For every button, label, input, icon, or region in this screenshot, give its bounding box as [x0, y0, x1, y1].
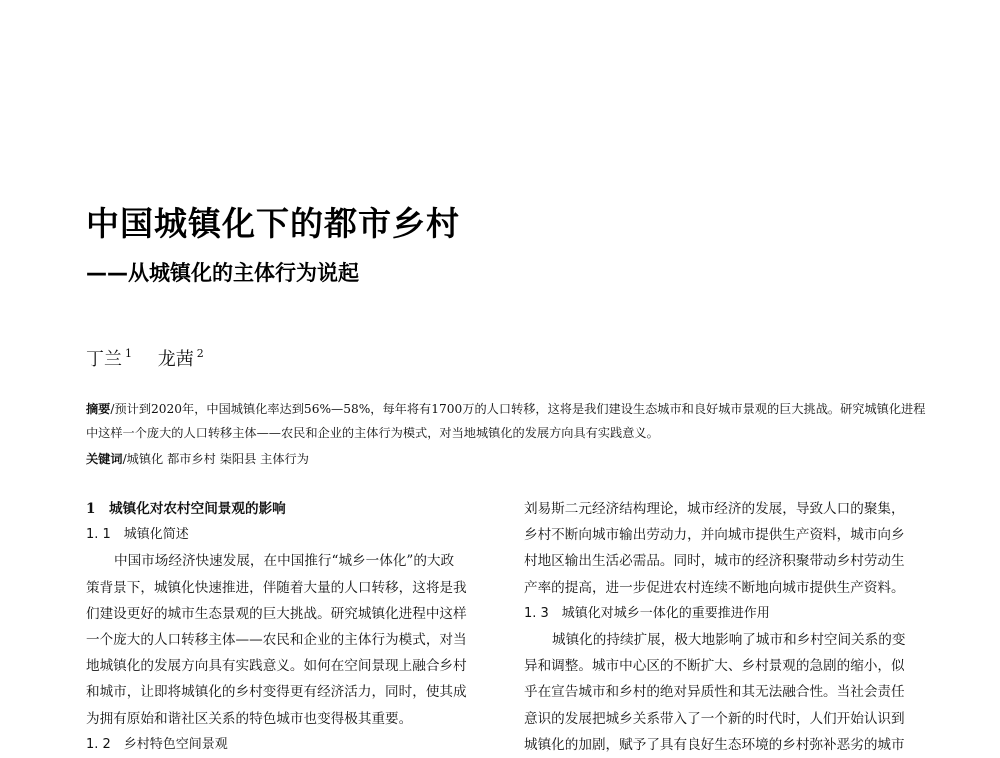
paper-subtitle: ——从城镇化的主体行为说起: [86, 261, 359, 285]
body-line: 异和调整。城市中心区的不断扩大、乡村景观的急剧的缩小，似: [524, 658, 905, 675]
body-line: 意识的发展把城乡关系带入了一个新的时代时，人们开始认识到: [524, 710, 905, 727]
abstract-label: 摘要: [86, 402, 111, 416]
section-heading-1: 1 城镇化对农村空间景观的影响: [86, 501, 286, 517]
body-line: 中国市场经济快速发展，在中国推行“城乡一体化”的大政: [114, 553, 455, 570]
abstract-text: /预计到2020年，中国城镇化率达到56%—58%，每年将有1700万的人口转移，这将是我们建设生态城市和良好城市景观的巨大挑战。研究城镇化进程中这样一个庞大的人口转移主体——农民和企业的主体行为模式，对当地城镇化的发展方向具有实践意义。: [86, 402, 926, 440]
author-1: [86, 349, 132, 370]
subsection-heading-1-3: 1. 3 城镇化对城乡一体化的重要推进作用: [524, 605, 770, 621]
body-line: 一个庞大的人口转移主体——农民和企业的主体行为模式，对当: [86, 631, 467, 648]
body-line: 策背景下，城镇化快速推进，伴随着大量的人口转移，这将是我: [86, 579, 467, 596]
paper-title: 中国城镇化下的都市乡村: [86, 204, 460, 243]
body-line: 们建设更好的城市生态景观的巨大挑战。研究城镇化进程中这样: [86, 605, 467, 622]
body-line: 乡村不断向城市输出劳动力，并向城市提供生产资料，城市向乡: [524, 527, 905, 544]
subsection-heading-1-2: 1. 2 乡村特色空间景观: [86, 736, 228, 752]
author-affiliation-mark: 1: [125, 347, 132, 360]
author-list: [86, 345, 224, 371]
body-line: 产率的提高，进一步促进农村连续不断地向城市提供生产资料。: [524, 579, 905, 596]
author-name: 龙茜: [157, 349, 194, 370]
abstract: [86, 397, 928, 445]
keywords: [86, 450, 309, 467]
body-line: 乎在宣告城市和乡村的绝对异质性和其无法融合性。当社会责任: [524, 684, 905, 701]
body-line: 地城镇化的发展方向具有实践意义。如何在空间景现上融合乡村: [86, 658, 467, 675]
author-affiliation-mark: 2: [196, 347, 204, 360]
body-line: 城镇化的加剧，赋予了具有良好生态环境的乡村弥补恶劣的城市: [524, 736, 905, 753]
keywords-text: /城镇化 都市乡村 柒阳县 主体行为: [122, 452, 309, 466]
body-line: 为拥有原始和谐社区关系的特色城市也变得极其重要。: [86, 710, 413, 727]
body-line: 村地区输出生活必需品。同时，城市的经济积聚带动乡村劳动生: [524, 553, 905, 570]
author-2: [158, 349, 204, 370]
keywords-label: 关键词: [86, 452, 123, 466]
subsection-heading-1-1: 1. 1 城镇化简述: [86, 527, 189, 543]
author-name: 丁兰: [86, 349, 122, 370]
body-line: 城镇化的持续扩展，极大地影响了城市和乡村空间关系的变: [552, 631, 906, 648]
body-line: 和城市，让即将城镇化的乡村变得更有经济活力，同时，使其成: [86, 684, 467, 701]
body-column-right: [524, 496, 928, 758]
body-column-left: [86, 496, 491, 758]
body-line: 刘易斯二元经济结构理论，城市经济的发展，导致人口的聚集，: [524, 501, 905, 517]
